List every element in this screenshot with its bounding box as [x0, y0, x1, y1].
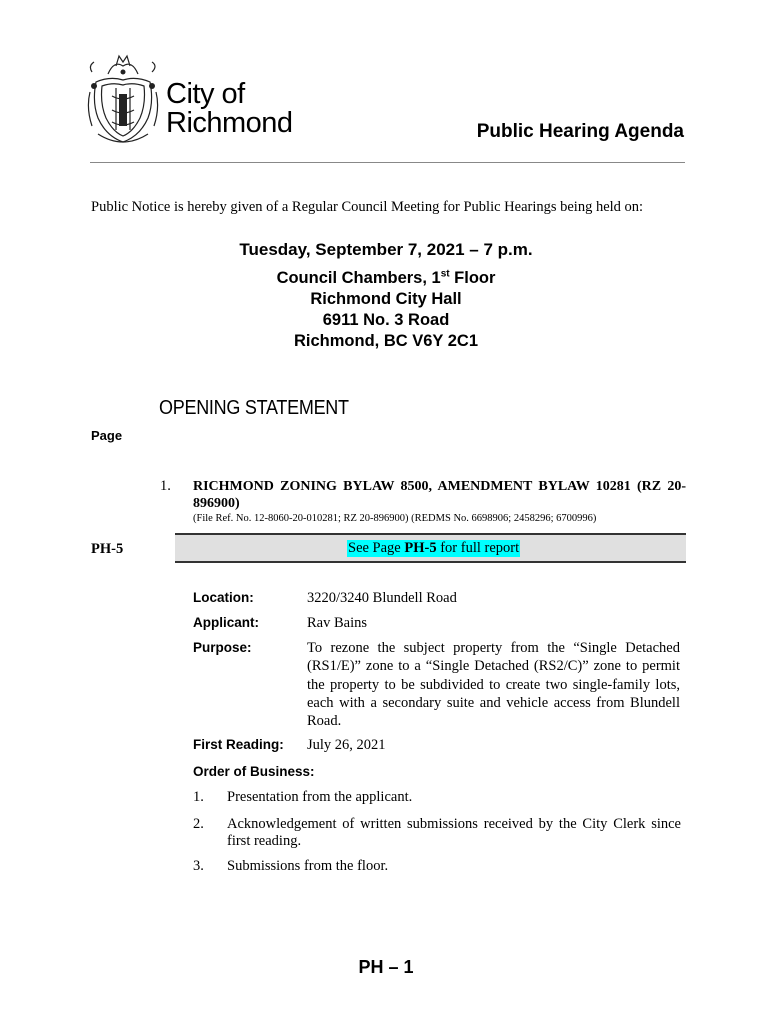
purpose-label: Purpose:	[193, 640, 252, 655]
order-item-text: Acknowledgement of written submissions received by the City Clerk since first reading.	[227, 816, 681, 849]
meeting-room-suffix: Floor	[449, 269, 496, 287]
meeting-room-text: Council Chambers, 1	[276, 269, 441, 287]
city-name	[166, 80, 293, 138]
order-item-text: Submissions from the floor.	[227, 858, 389, 874]
item-title: RICHMOND ZONING BYLAW 8500, AMENDMENT BYLAW 10281 (RZ 20-896900)	[193, 479, 686, 511]
meeting-address: 6911 No. 3 Road	[322, 311, 450, 329]
item-page-reference: PH-5	[91, 541, 124, 557]
item-file-reference: (File Ref. No. 12-8060-20-010281; RZ 20-896900) (REDMS No. 6698906; 2458296; 6700996)	[193, 513, 597, 524]
city-name-line-2: Richmond	[166, 107, 293, 139]
city-crest-logo	[86, 52, 160, 148]
full-report-suffix: for full report	[436, 540, 520, 556]
opening-statement-heading: OPENING STATEMENT	[159, 397, 349, 419]
purpose-value: To rezone the subject property from the “Single Detached (RS1/E)” zone to a “Single Detached (RS2/C)” zone to permit the property to be subdivided to create two single-family lots, each with a secondary suite and vehicle access from Blundell Road.	[307, 640, 680, 730]
page-column-label: Page	[91, 428, 123, 443]
order-item-text: Presentation from the applicant.	[227, 789, 413, 805]
applicant-label: Applicant:	[193, 615, 259, 630]
order-of-business-label: Order of Business:	[193, 764, 315, 779]
applicant-value: Rav Bains	[307, 615, 368, 631]
full-report-link[interactable]	[347, 540, 520, 557]
full-report-prefix: See Page	[348, 540, 405, 556]
first-reading-value: July 26, 2021	[307, 737, 386, 753]
meeting-room	[86, 269, 686, 288]
full-report-page: PH-5	[404, 540, 437, 556]
first-reading-label: First Reading:	[193, 737, 284, 752]
public-notice-text: Public Notice is hereby given of a Regular Council Meeting for Public Hearings being held on:	[91, 199, 644, 215]
order-item-number: 1.	[193, 789, 204, 805]
meeting-hall: Richmond City Hall	[310, 290, 462, 308]
meeting-room-sup: st	[440, 268, 450, 280]
meeting-date: Tuesday, September 7, 2021 – 7 p.m.	[239, 240, 533, 259]
order-item-number: 3.	[193, 858, 204, 874]
item-number: 1.	[160, 478, 171, 494]
agenda-title: Public Hearing Agenda	[476, 121, 684, 142]
location-value: 3220/3240 Blundell Road	[307, 590, 457, 606]
location-label: Location:	[193, 590, 254, 605]
header-divider	[90, 162, 685, 163]
city-name-line-1: City of	[166, 78, 245, 110]
meeting-city: Richmond, BC V6Y 2C1	[294, 332, 478, 350]
order-item-number: 2.	[193, 816, 204, 832]
page-footer-number: PH – 1	[358, 957, 414, 977]
